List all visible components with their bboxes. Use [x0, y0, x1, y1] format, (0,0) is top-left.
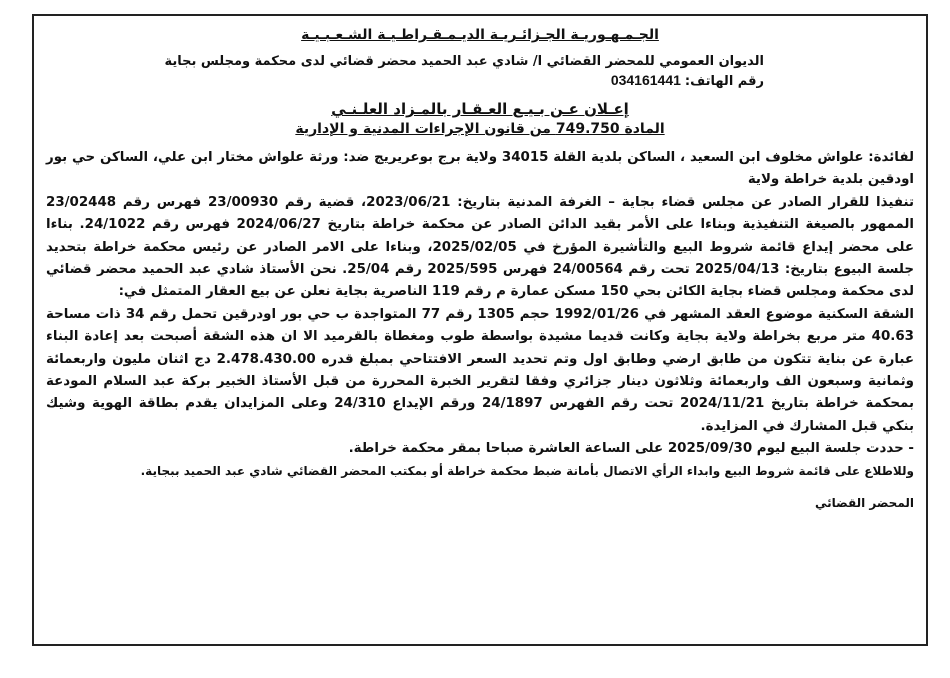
signature-line: المحضر القضائي: [814, 495, 914, 510]
sale-date-paragraph: - حددت جلسة البيع ليوم 2025/09/30 على الساعة العاشرة صباحا بمقر محكمة خراطة.: [348, 441, 914, 457]
property-paragraph: الشقة السكنية موضوع العقد المشهر في 1992/01/26 حجم 1305 رقم 77 المتواجدة ب حي بور اودرقين تحمل رقم 34 ذات مساحة 40.63 متر مربع بخراطة ولاية بجاية وكانت قديما مشيدة بواسطة طوب ومغطاة بالقرميد الا ان هذه الشقة أصبحت بعد إعادة البناء عبارة عن بناية تتكون من طابق ارضي وطابق اول وتم تحديد السعر الافتتاحي بمبلغ قدره 2.478.430.00 دج اثنان مليون واربعمائة وثمانية وسبعون الف واربعمائة وثلاثون دينار جزائري وفقا لتقرير الخبرة المحررة من قبل الأستاذ الخبير بركة عبد السلام المودعة بمحكمة خراطة بتاريخ 2024/11/21 تحت رقم الفهرس 24/1897 ورقم الإيداع 24/310 وعلى المزايدان يقدم بطاقة الهوية وشيك بنكي قبل المشارك في المزايدة.: [46, 306, 915, 434]
document-content: [46, 24, 914, 513]
info-paragraph: وللاطلاع على قائمة شروط البيع وابداء الرأي الاتصال بأمانة ضبط محكمة خراطة أو بمكتب المحضر القضائي شادي عبد الحميد ببجاية.: [140, 463, 914, 478]
document-frame: [32, 14, 928, 646]
notice-subtitle: المادة 749.750 من قانون الإجراءات المدنية و الإدارية: [295, 121, 665, 137]
office-line: الديوان العمومي للمحضر القضائي ا/ شادي عبد الحميد محضر قضائي لدى محكمة ومجلس بجاية: [164, 54, 764, 69]
phone-number: 034161441: [610, 72, 681, 88]
republic-heading: الجـمـهـوريـة الجـزائـريـة الديـمـقـراطـيـة الشـعـبـيـة: [301, 27, 659, 43]
beneficiary-paragraph: لفائدة: علواش مخلوف ابن السعيد ، الساكن بلدية القلة 34015 ولاية برج بوعريريج ضد: ورثة علواش مختار ابن علي، الساكن حي بور اودقين بلدية خراطة ولاية: [46, 150, 914, 188]
phone-label: رقم الهاتف:: [684, 74, 764, 89]
notice-body: [46, 147, 914, 461]
notice-title: إعـلان عـن بـيـع العـقـار بالمـزاد العلـنـي: [331, 100, 629, 118]
phone-line: [46, 71, 914, 91]
execution-paragraph: تنفيذا للقرار الصادر عن مجلس قضاء بجاية – الغرفة المدنية بتاريخ: 2023/06/21، قضية رقم 23/00930 فهرس رقم 23/02448 الممهور بالصيغة التنفيذية وبناءا على الأمر بقيد الدائن الصادر عن محكمة خراطة بتاريخ 2024/06/27 فهرس رقم 24/1022. بناءا على محضر إيداع قائمة شروط البيع والتأشيرة المؤرخ في 2025/02/05، وبناءا على الامر الصادر عن رئيس محكمة خراطة بتحديد جلسة البيوع بتاريخ: 2025/04/13 تحت رقم 24/00564 فهرس 2025/595 رقم 25/04. نحن الأستاذ شادي عبد الحميد محضر قضائي لدى محكمة ومجلس قضاء بجاية الكائن بحي 150 مسكن عمارة م رقم 119 الناصرية بجاية نعلن عن بيع العقار المتمثل في:: [46, 194, 914, 300]
